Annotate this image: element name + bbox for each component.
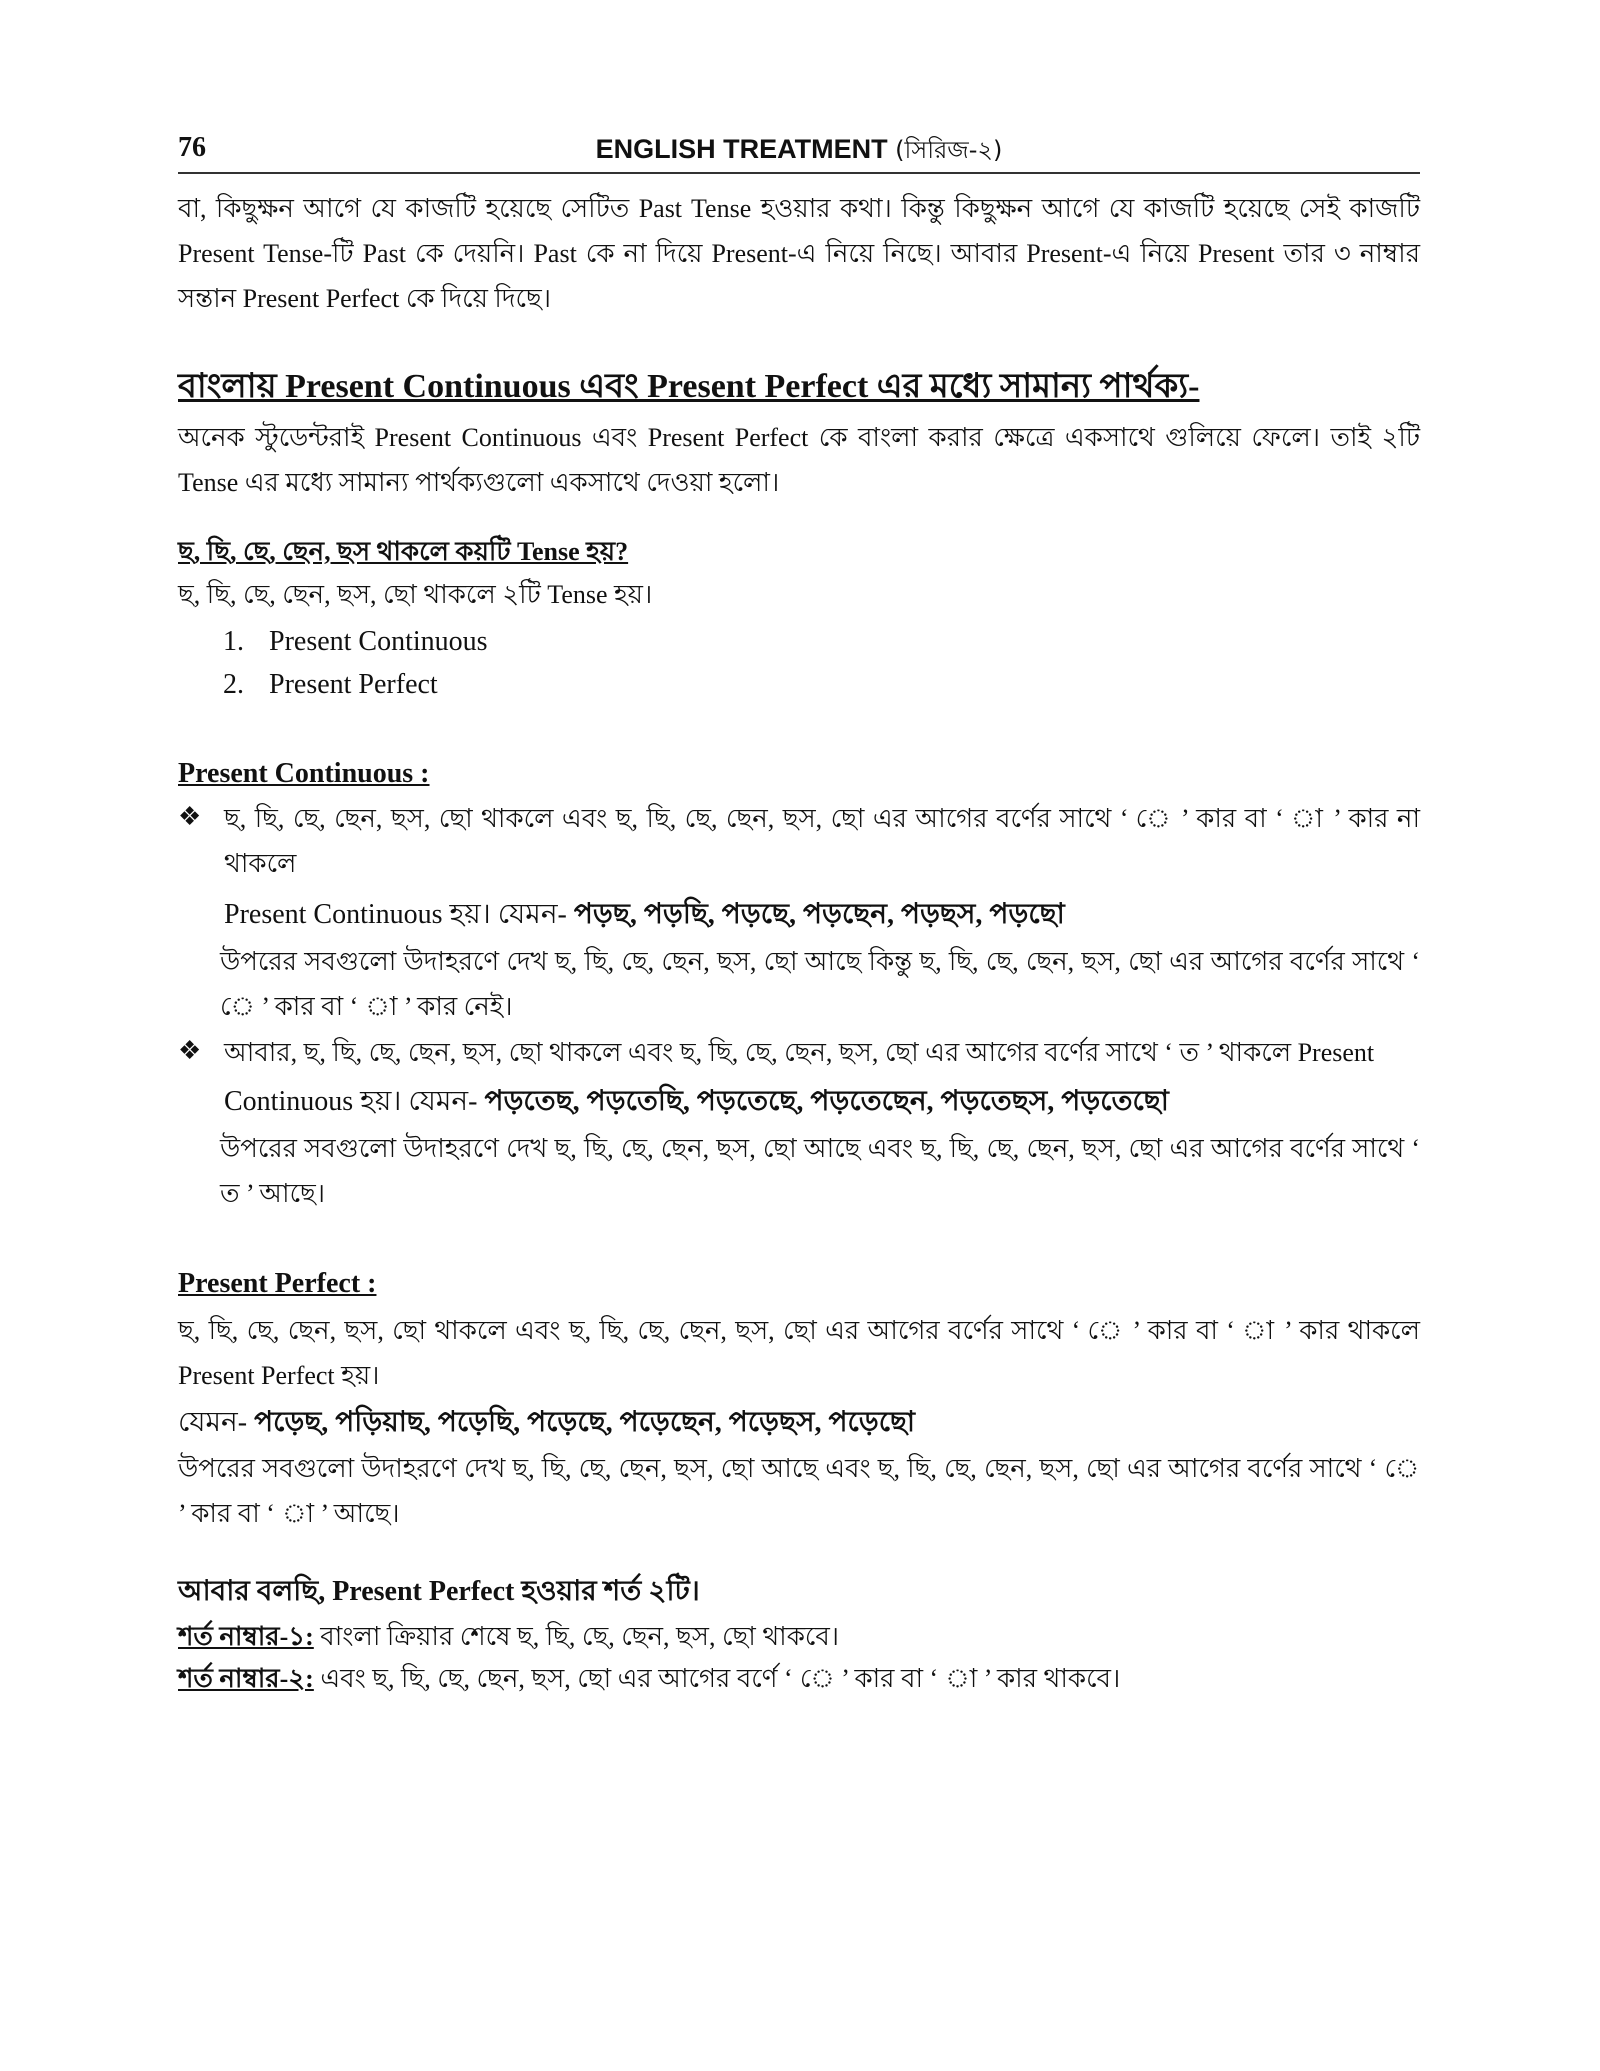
bullet-2-note: উপরের সবগুলো উদাহরণে দেখ ছ, ছি, ছে, ছেন, ছস, ছো আছে এবং ছ, ছি, ছে, ছেন, ছস, ছো এর আগের বর্ণের সাথে ‘ ত ’ আছে। xyxy=(220,1134,1420,1208)
perfect-examples: পড়েছ, পড়িয়াছ, পড়েছি, পড়েছে, পড়েছেন, পড়েছস, পড়েছো xyxy=(254,1407,916,1438)
list-number: 1. xyxy=(223,626,244,657)
perfect-note: উপরের সবগুলো উদাহরণে দেখ ছ, ছি, ছে, ছেন, ছস, ছো আছে এবং ছ, ছি, ছে, ছেন, ছস, ছো এর আগের বর্ণের সাথে ‘ ে ’ কার বা ‘ া ’ আছে। xyxy=(178,1454,1420,1528)
bullet-2-line2 xyxy=(178,1079,1420,1124)
bullet-2-text: আবার, ছ, ছি, ছে, ছেন, ছস, ছো থাকলে এবং ছ, ছি, ছে, ছেন, ছস, ছো এর আগের বর্ণের সাথে ‘ ত ’ থাকলে Present xyxy=(224,1038,1375,1067)
continuous-bullet-2 xyxy=(178,1030,1420,1216)
continuous-heading: Present Continuous : xyxy=(178,758,430,789)
condition-2-label: শর্ত নাম্বার-২: xyxy=(178,1664,314,1693)
header-title-en: ENGLISH TREATMENT xyxy=(595,134,888,164)
section-heading-difference: বাংলায় Present Continuous এবং Present Perfect এর মধ্যে সামান্য পার্থক্য- xyxy=(178,368,1200,405)
bullet-1-line2-text: Present Continuous হয়। যেমন- xyxy=(224,899,567,930)
intro-paragraph: বা, কিছুক্ষন আগে যে কাজটি হয়েছে সেটিত Past Tense হওয়ার কথা। কিন্তু কিছুক্ষন আগে যে কাজটি হয়েছে সেই কাজটি Present Tense-টি Past কে দেয়নি। Past কে না দিয়ে Present-এ নিয়ে নিছে। আবার Present-এ নিয়ে Present তার ৩ নাম্বার সন্তান Present Perfect কে দিয়ে দিছে। xyxy=(178,194,1420,313)
page-header xyxy=(178,128,1420,174)
tense-list-item xyxy=(178,620,1465,663)
bullet-diamond-icon: ❖ xyxy=(178,1036,202,1065)
bullet-diamond-icon: ❖ xyxy=(178,802,202,831)
bullet-1-note: উপরের সবগুলো উদাহরণে দেখ ছ, ছি, ছে, ছেন, ছস, ছো আছে কিন্তু ছ, ছি, ছে, ছেন, ছস, ছো এর আগের বর্ণের সাথে ‘ ে ’ কার বা ‘ া ’ কার নেই। xyxy=(220,947,1420,1021)
question-heading: ছ, ছি, ছে, ছেন, ছস থাকলে কয়টি Tense হয়? xyxy=(178,537,629,566)
continuous-bullet-1 xyxy=(178,796,1420,1029)
perfect-paragraph: ছ, ছি, ছে, ছেন, ছস, ছো থাকলে এবং ছ, ছি, ছে, ছেন, ছস, ছো এর আগের বর্ণের সাথে ‘ ে ’ কার বা ‘ া ’ কার থাকলে Present Perfect হয়। xyxy=(178,1316,1420,1390)
bullet-2-examples: পড়তেছ, পড়তেছি, পড়তেছে, পড়তেছেন, পড়তেছস, পড়তেছো xyxy=(484,1086,1169,1117)
bullet-1-line2 xyxy=(178,892,1420,937)
perfect-examples-label: যেমন- xyxy=(178,1407,248,1438)
perfect-heading: Present Perfect : xyxy=(178,1268,377,1299)
bullet-1-text: ছ, ছি, ছে, ছেন, ছস, ছো থাকলে এবং ছ, ছি, ছে, ছেন, ছস, ছো এর আগের বর্ণের সাথে ‘ ে ’ কার বা ‘ া ’ কার না থাকলে xyxy=(224,804,1420,878)
list-number: 2. xyxy=(223,669,244,700)
tense-list-item xyxy=(178,663,1465,706)
header-title-bn: (সিরিজ-২) xyxy=(895,136,1003,164)
bullet-2-line2-text: Continuous হয়। যেমন- xyxy=(224,1086,478,1117)
condition-1 xyxy=(178,1614,1420,1659)
list-text: Present Perfect xyxy=(269,669,438,700)
question-answer: ছ, ছি, ছে, ছেন, ছস, ছো থাকলে ২টি Tense হয়। xyxy=(178,580,653,609)
page-number: 76 xyxy=(178,132,206,163)
condition-1-text: বাংলা ক্রিয়ার শেষে ছ, ছি, ছে, ছেন, ছস, ছো থাকবে। xyxy=(313,1622,840,1651)
header-title xyxy=(178,132,1420,172)
conditions-heading: আবার বলছি, Present Perfect হওয়ার শর্ত ২টি। xyxy=(178,1576,700,1607)
condition-1-label: শর্ত নাম্বার-১: xyxy=(178,1622,314,1651)
difference-paragraph: অনেক স্টুডেন্টরাই Present Continuous এবং Present Perfect কে বাংলা করার ক্ষেত্রে একসাথে গুলিয়ে ফেলে। তাই ২টি Tense এর মধ্যে সামান্য পার্থক্যগুলো একসাথে দেওয়া হলো। xyxy=(178,423,1420,497)
bullet-1-examples: পড়ছ, পড়ছি, পড়ছে, পড়ছেন, পড়ছস, পড়ছো xyxy=(573,899,1065,930)
condition-2-text: এবং ছ, ছি, ছে, ছেন, ছস, ছো এর আগের বর্ণে ‘ ে ’ কার বা ‘ া ’ কার থাকবে। xyxy=(313,1664,1121,1693)
perfect-examples-line xyxy=(178,1400,1420,1445)
condition-2 xyxy=(178,1656,1420,1701)
list-text: Present Continuous xyxy=(269,626,488,657)
